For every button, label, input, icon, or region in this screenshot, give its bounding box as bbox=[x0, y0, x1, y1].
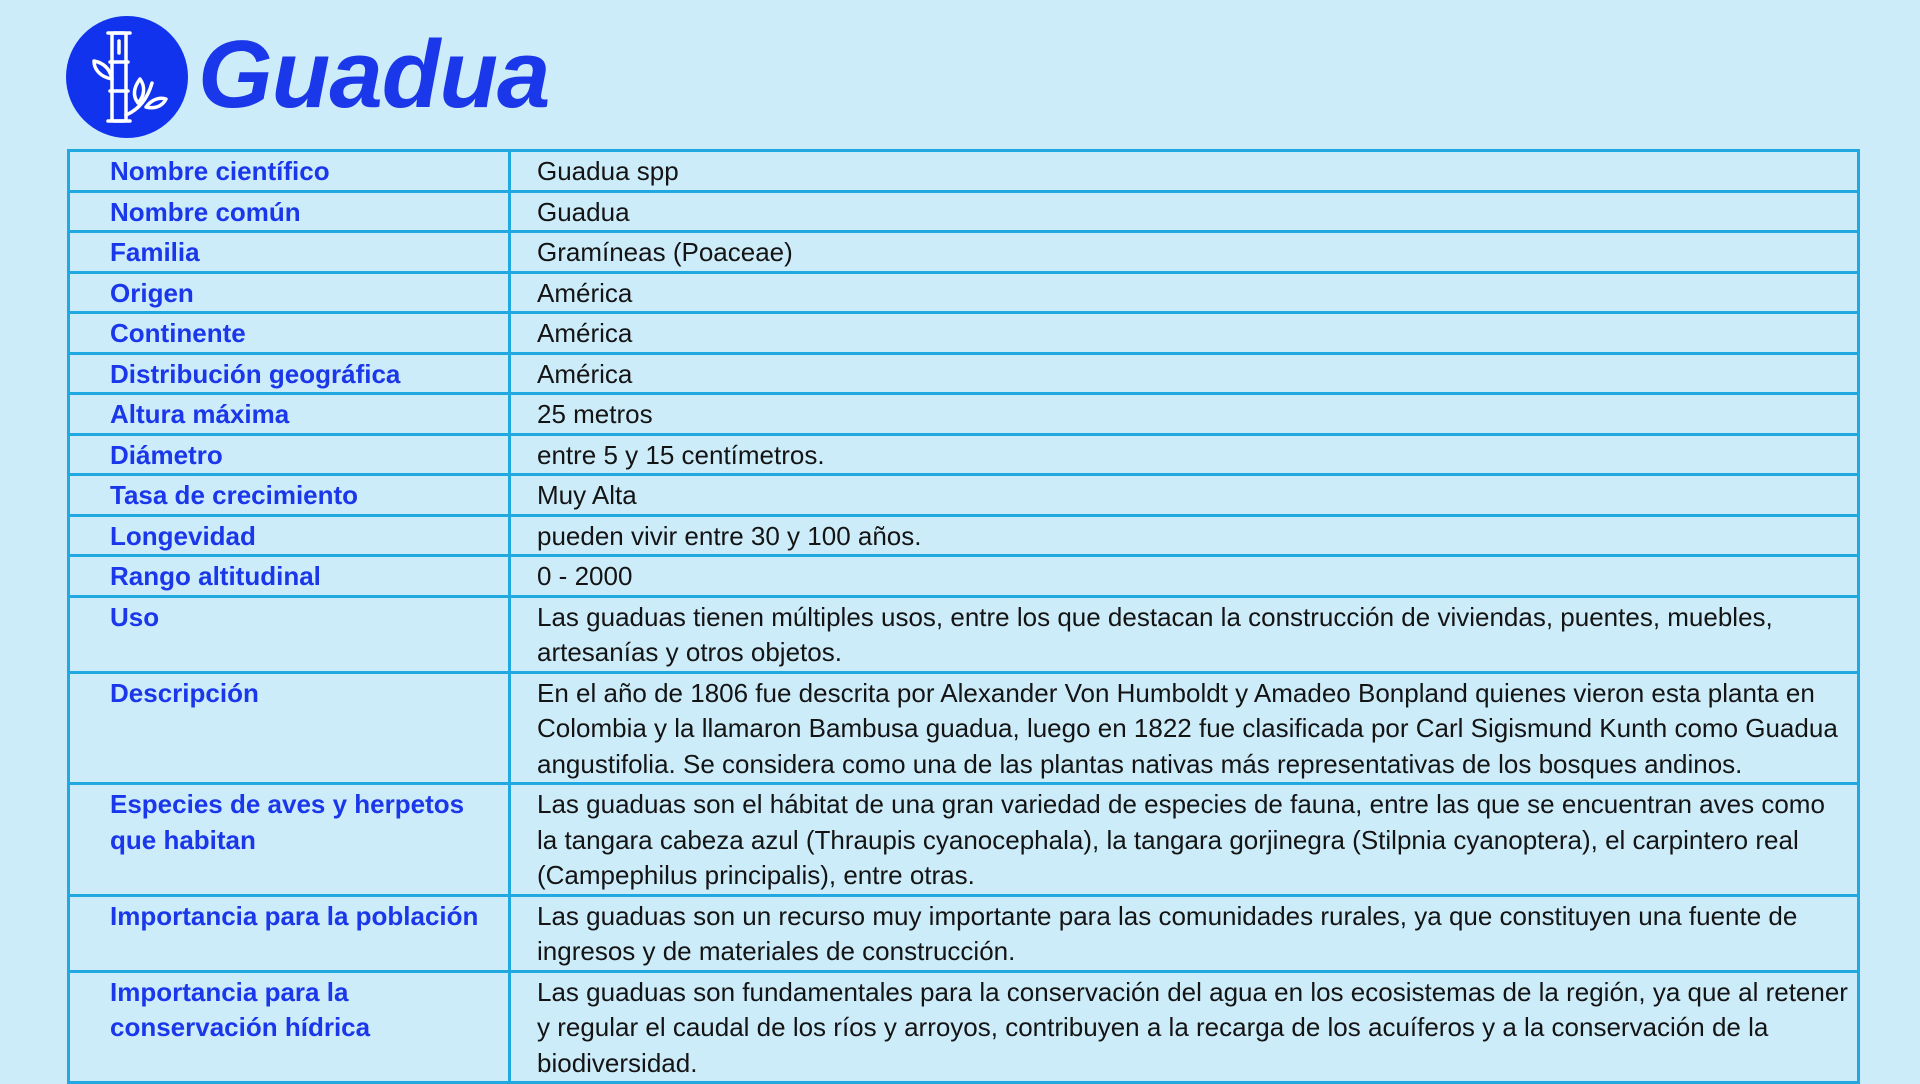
row-label: Uso bbox=[69, 596, 510, 672]
row-label: Tasa de crecimiento bbox=[69, 475, 510, 516]
row-label: Descripción bbox=[69, 672, 510, 784]
page-title: Guadua bbox=[198, 21, 550, 128]
row-label: Importancia para la conservación hídrica bbox=[69, 971, 510, 1083]
row-value: Las guaduas son fundamentales para la conservación del agua en los ecosistemas de la región, ya que al retener y regular el caudal de los ríos y arroyos, contribuyen a la recarga de los acuíferos y a la conservación de la biodiversidad. bbox=[510, 971, 1859, 1083]
table-row bbox=[69, 515, 1859, 556]
row-label: Distribución geográfica bbox=[69, 353, 510, 394]
table-row bbox=[69, 672, 1859, 784]
page-header bbox=[66, 16, 549, 138]
row-value: Guadua bbox=[510, 191, 1859, 232]
row-label: Altura máxima bbox=[69, 394, 510, 435]
table-row bbox=[69, 191, 1859, 232]
row-value: Las guaduas son el hábitat de una gran variedad de especies de fauna, entre las que se encuentran aves como la tangara cabeza azul (Thraupis cyanocephala), la tangara gorjinegra (Stilpnia cyanoptera), el carpintero real (Campephilus principalis), entre otras. bbox=[510, 784, 1859, 896]
row-label: Rango altitudinal bbox=[69, 556, 510, 597]
row-value: pueden vivir entre 30 y 100 años. bbox=[510, 515, 1859, 556]
row-value: Gramíneas (Poaceae) bbox=[510, 232, 1859, 273]
table-row bbox=[69, 272, 1859, 313]
row-value: entre 5 y 15 centímetros. bbox=[510, 434, 1859, 475]
row-value: América bbox=[510, 272, 1859, 313]
row-label: Continente bbox=[69, 313, 510, 354]
row-label: Importancia para la población bbox=[69, 895, 510, 971]
row-value: Las guaduas tienen múltiples usos, entre los que destacan la construcción de viviendas, puentes, muebles, artesanías y otros objetos. bbox=[510, 596, 1859, 672]
table-row bbox=[69, 596, 1859, 672]
row-value: América bbox=[510, 353, 1859, 394]
bamboo-icon bbox=[66, 16, 188, 138]
table-row bbox=[69, 394, 1859, 435]
row-label: Especies de aves y herpetos que habitan bbox=[69, 784, 510, 896]
table-row bbox=[69, 971, 1859, 1083]
table-row bbox=[69, 313, 1859, 354]
row-label: Origen bbox=[69, 272, 510, 313]
row-label: Familia bbox=[69, 232, 510, 273]
info-table bbox=[67, 149, 1860, 1084]
table-row bbox=[69, 784, 1859, 896]
row-value: Las guaduas son un recurso muy importante para las comunidades rurales, ya que constituyen una fuente de ingresos y de materiales de construcción. bbox=[510, 895, 1859, 971]
row-label: Diámetro bbox=[69, 434, 510, 475]
row-value: En el año de 1806 fue descrita por Alexander Von Humboldt y Amadeo Bonpland quienes vieron esta planta en Colombia y la llamaron Bambusa guadua, luego en 1822 fue clasificada por Carl Sigismund Kunth como Guadua angustifolia. Se considera como una de las plantas nativas más representativas de los bosques andinos. bbox=[510, 672, 1859, 784]
table-row bbox=[69, 434, 1859, 475]
row-value: Muy Alta bbox=[510, 475, 1859, 516]
row-value: Guadua spp bbox=[510, 151, 1859, 192]
row-value: 25 metros bbox=[510, 394, 1859, 435]
table-row bbox=[69, 475, 1859, 516]
table-row bbox=[69, 151, 1859, 192]
row-value: 0 - 2000 bbox=[510, 556, 1859, 597]
table-row bbox=[69, 895, 1859, 971]
row-label: Nombre científico bbox=[69, 151, 510, 192]
table-row bbox=[69, 232, 1859, 273]
row-label: Nombre común bbox=[69, 191, 510, 232]
table-row bbox=[69, 353, 1859, 394]
row-value: América bbox=[510, 313, 1859, 354]
table-row bbox=[69, 556, 1859, 597]
row-label: Longevidad bbox=[69, 515, 510, 556]
